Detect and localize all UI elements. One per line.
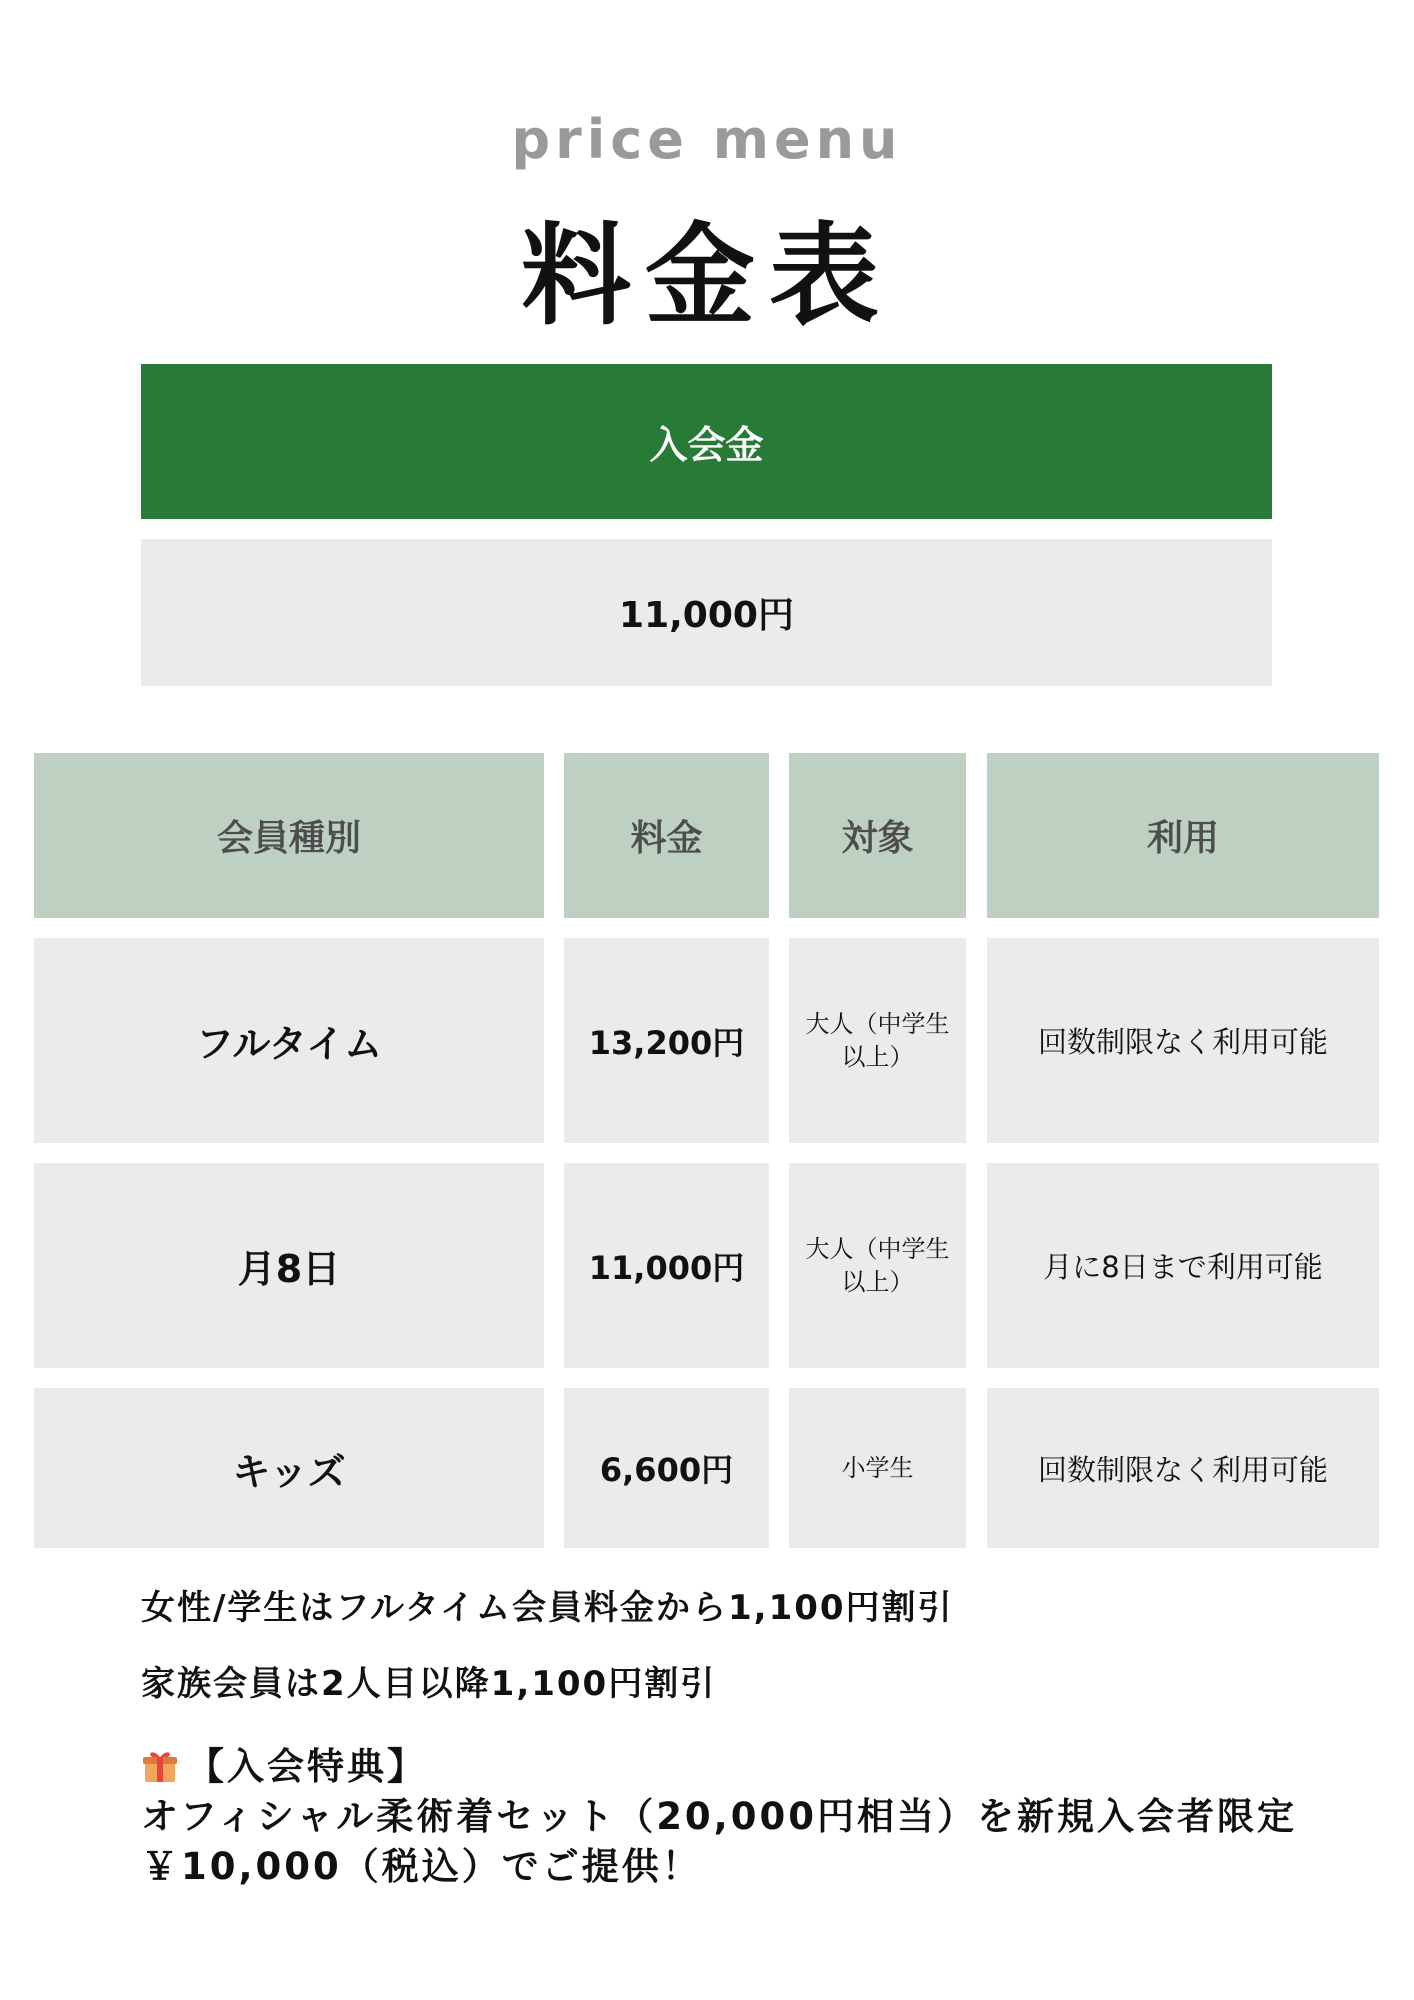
page-title: 料金表 bbox=[521, 212, 893, 340]
row-fulltime-price: 13,200円 bbox=[564, 938, 769, 1143]
gift-icon bbox=[141, 1747, 179, 1785]
bonus-line-1: オフィシャル柔術着セット（20,000円相当）を新規入会者限定 bbox=[141, 1795, 1297, 1838]
admission-fee-value: 11,000円 bbox=[141, 539, 1272, 686]
row-8days-usage: 月に8日まで利用可能 bbox=[987, 1163, 1379, 1368]
row-8days-target: 大人（中学生以上） bbox=[789, 1163, 966, 1368]
row-kids-usage: 回数制限なく利用可能 bbox=[987, 1388, 1379, 1548]
discount-note-women-students: 女性/学生はフルタイム会員料金から1,100円割引 bbox=[141, 1588, 954, 1628]
bonus-line-2: ￥10,000（税込）でご提供！ bbox=[141, 1845, 702, 1888]
row-fulltime-usage: 回数制限なく利用可能 bbox=[987, 938, 1379, 1143]
column-header-usage: 利用 bbox=[987, 753, 1379, 918]
row-fulltime-type: フルタイム bbox=[34, 938, 544, 1143]
row-8days-price: 11,000円 bbox=[564, 1163, 769, 1368]
discount-note-family: 家族会員は2人目以降1,100円割引 bbox=[141, 1664, 717, 1704]
column-header-member-type: 会員種別 bbox=[34, 753, 544, 918]
column-header-price: 料金 bbox=[564, 753, 769, 918]
page-subtitle: price menu bbox=[511, 108, 903, 171]
row-8days-type: 月8日 bbox=[34, 1163, 544, 1368]
row-kids-target: 小学生 bbox=[789, 1388, 966, 1548]
row-fulltime-target: 大人（中学生以上） bbox=[789, 938, 966, 1143]
admission-fee-header: 入会金 bbox=[141, 364, 1272, 519]
bonus-heading: 【入会特典】 bbox=[187, 1745, 427, 1788]
row-kids-type: キッズ bbox=[34, 1388, 544, 1548]
signup-bonus bbox=[141, 1742, 1341, 1892]
column-header-target: 対象 bbox=[789, 753, 966, 918]
row-kids-price: 6,600円 bbox=[564, 1388, 769, 1548]
